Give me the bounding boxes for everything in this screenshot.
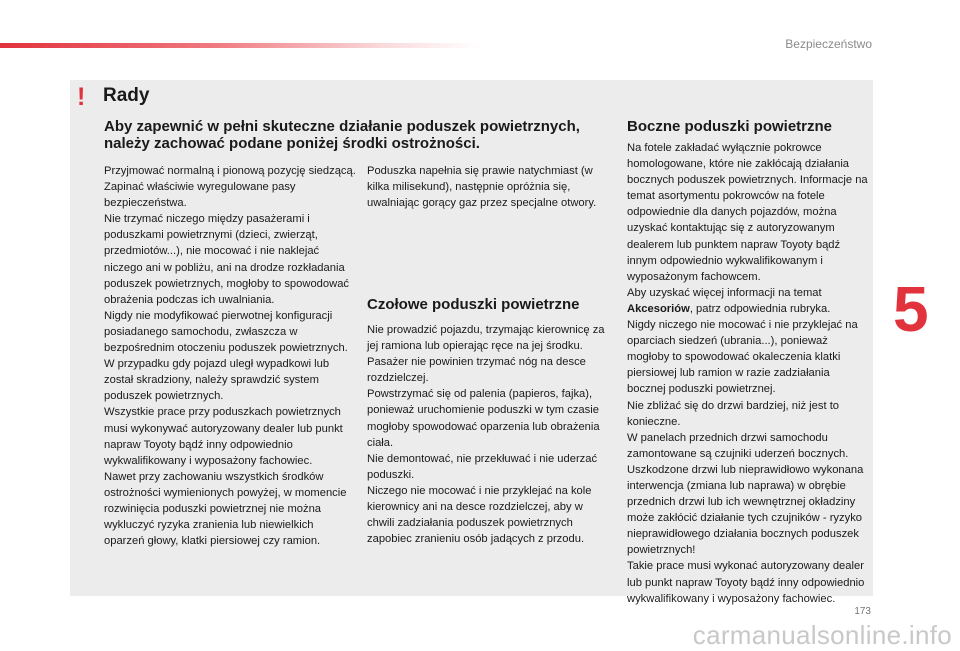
paragraph: Pasażer nie powinien trzymać nóg na desce rozdzielczej. bbox=[367, 356, 586, 385]
paragraph: Nie demontować, nie przekłuwać i nie uderzać poduszki. bbox=[367, 452, 598, 481]
inflation-note bbox=[367, 163, 607, 211]
paragraph: Nie prowadzić pojazdu, trzymając kierownicę za jej ramiona lub opierając ręce na jej środku. bbox=[367, 324, 605, 353]
general-tips-column bbox=[104, 163, 356, 549]
panel-headline: Aby zapewnić w pełni skuteczne działanie poduszek powietrznych, należy zachować podane poniżej środki ostrożności. bbox=[104, 118, 580, 152]
section-title: Bezpieczeństwo bbox=[785, 37, 872, 51]
paragraph: Na fotele zakładać wyłącznie pokrowce homologowane, które nie zakłócają działania bocznych poduszek powietrznych. Informacje na temat asortymentu pokrowców na fotele odpowiednie dla danych pojazdów, można uzyskać kontaktując się z autoryzowanym dealerem lub punktem napraw Toyoty bądź innym odpowiednio wykwalifikowanym i wyposażonym fachowcem. bbox=[627, 142, 868, 283]
paragraph: Nigdy nie modyfikować pierwotnej konfiguracji posiadanego samochodu, zwłaszcza w bezpośrednim otoczeniu poduszek powietrznych. bbox=[104, 309, 348, 355]
side-airbags-heading: Boczne poduszki powietrzne bbox=[627, 118, 833, 135]
panel-title: Rady bbox=[103, 85, 150, 106]
paragraph: Powstrzymać się od palenia (papieros, fajka), ponieważ uruchomienie poduszki w tym czasie mogłoby spowodować oparzenia lub obrażenia ciała. bbox=[367, 388, 600, 449]
front-airbags-heading: Czołowe poduszki powietrzne bbox=[367, 296, 580, 313]
text: Aby uzyskać więcej informacji na temat bbox=[627, 286, 822, 299]
front-airbags-column bbox=[367, 322, 609, 547]
accessories-paragraph bbox=[627, 285, 869, 317]
page-number: 173 bbox=[854, 606, 871, 617]
header-accent-bar bbox=[0, 43, 480, 48]
text: , patrz odpowiednia rubryka. bbox=[689, 302, 831, 315]
paragraph: W przypadku gdy pojazd uległ wypadkowi lub został skradziony, należy sprawdzić system poduszek powietrznych. bbox=[104, 358, 330, 403]
paragraph: W panelach przednich drzwi samochodu zamontowane są czujniki uderzeń bocznych. Uszkodzone drzwi lub nieprawidłowo wykonana interwencja (zmiana lub naprawa) w obrębie przednich drzwi lub ich wewnętrznej okładziny może zakłócić działanie tych czujników - ryzyko nieprawidłowego działania bocznych poduszek powietrznych! bbox=[627, 431, 864, 557]
paragraph: Wszystkie prace przy poduszkach powietrznych musi wykonywać autoryzowany dealer lub punkt napraw Toyoty bądź inny odpowiednio wykwalifikowany i wyposażony fachowiec. bbox=[104, 406, 343, 467]
watermark: carmanualsonline.info bbox=[692, 620, 952, 650]
accessories-link-text: Akcesoriów bbox=[627, 302, 690, 315]
paragraph: Poduszka napełnia się prawie natychmiast (w kilka milisekund), następnie opróżnia się, uwalniając gorący gaz przez specjalne otwory. bbox=[367, 165, 597, 210]
paragraph: Nawet przy zachowaniu wszystkich środków ostrożności wymienionych powyżej, w momencie rozwinięcia poduszki powietrznej nie można wykluczyć ryzyka zranienia lub niewielkich oparzeń głowy, klatki piersiowej czy ramion. bbox=[104, 470, 347, 548]
paragraph: Nie zbliżać się do drzwi bardziej, niż jest to konieczne. bbox=[627, 399, 840, 428]
paragraph: Nie trzymać niczego między pasażerami i poduszkami powietrznymi (dzieci, zwierząt, przedmiotów...), nie mocować i nie naklejać niczego ani w pobliżu, ani na drodze rozkładania poduszek powietrznych, mogłoby to spowodować obrażenia podczas ich uwalniania. bbox=[104, 213, 350, 306]
paragraph: Takie prace musi wykonać autoryzowany dealer lub punkt napraw Toyoty bądź inny odpowiednio wykwalifikowany i wyposażony fachowiec. bbox=[627, 560, 865, 605]
chapter-number: 5 bbox=[893, 273, 929, 345]
side-airbags-column bbox=[627, 140, 869, 607]
paragraph: Niczego nie mocować i nie przyklejać na kole kierownicy ani na desce rozdzielczej, aby w chwili zadziałania poduszek powietrznych zapobiec zranieniu osób jadących z przodu. bbox=[367, 484, 592, 546]
paragraph: Nigdy niczego nie mocować i nie przyklejać na oparciach siedzeń (ubrania...), ponieważ mogłoby to spowodować okaleczenia klatki piersiowej lub ramion w razie zadziałania bocznej poduszki powietrznej. bbox=[627, 319, 858, 396]
paragraph: Przyjmować normalną i pionową pozycję siedzącą. bbox=[104, 165, 356, 177]
exclamation-icon: ! bbox=[77, 83, 86, 111]
paragraph: Zapinać właściwie wyregulowane pasy bezpieczeństwa. bbox=[104, 181, 296, 210]
